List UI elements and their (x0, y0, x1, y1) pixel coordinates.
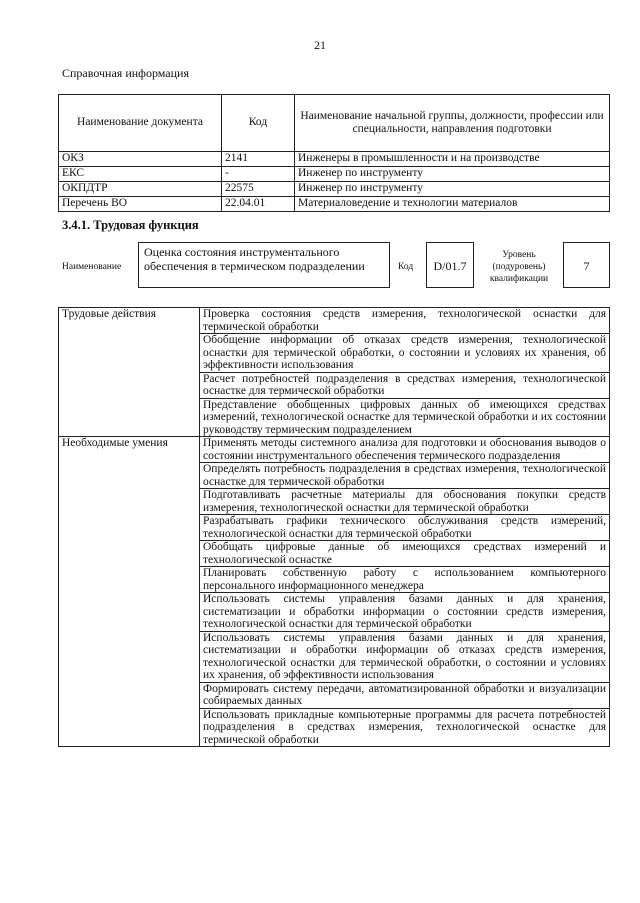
skill-item: Использовать прикладные компьютерные программы для расчета потребностей подразделения в средствах измерения, технологической оснастке для термической обработки (200, 708, 610, 747)
skill-item: Обобщать цифровые данные об имеющихся средствах измерений и технологической оснастке (200, 541, 610, 567)
page-number: 21 (314, 38, 326, 52)
skill-item: Применять методы системного анализа для подготовки и обоснования выводов о состоянии инструментального обеспечения термического подразделения (200, 437, 610, 463)
table-row (59, 167, 610, 182)
labor-action-item: Расчет потребностей подразделения в средствах измерения, технологической оснастке для термической обработки (200, 372, 610, 398)
ref-code: - (222, 167, 295, 182)
skill-item: Подготавливать расчетные материалы для обоснования покупки средств измерения, технологической оснастки для термической обработки (200, 489, 610, 515)
ref-doc: ОКЗ (59, 152, 222, 167)
labor-action-item: Обобщение информации об отказах средств измерения, технологической оснастки для термической обработки, о состоянии и условиях их хранения, об эффективности использования (200, 334, 610, 373)
skill-item: Определять потребность подразделения в средствах измерения, технологической оснастке для термической обработки (200, 463, 610, 489)
function-name-box: Оценка состояния инструментального обеспечения в термическом подразделении (138, 242, 390, 288)
ref-name: Инженер по инструменту (295, 167, 610, 182)
reference-table (58, 94, 610, 212)
ref-code: 22575 (222, 182, 295, 197)
labor-action-item: Представление обобщенных цифровых данных об имеющихся средствах измерений, технологической оснастке для термической обработки и их состоянии руководству термическим подразделением (200, 398, 610, 437)
ref-doc: ЕКС (59, 167, 222, 182)
table-row (59, 308, 610, 334)
skill-item: Планировать собственную работу с использованием компьютерного персонального информационного менеджера (200, 567, 610, 593)
name-label: Наименование (62, 262, 122, 272)
ref-doc: ОКПДТР (59, 182, 222, 197)
level-box: 7 (563, 242, 610, 288)
ref-name: Инженер по инструменту (295, 182, 610, 197)
labor-action-item: Проверка состояния средств измерения, технологической оснастки для термической обработки (200, 308, 610, 334)
ref-doc: Перечень ВО (59, 197, 222, 212)
reference-header-row (59, 95, 610, 152)
header-occupation: Наименование начальной группы, должности, профессии или специальности, направления подготовки (295, 95, 610, 152)
table-row (59, 197, 610, 212)
code-label: Код (398, 262, 414, 272)
level-label: Уровень (подуровень) квалификации (489, 250, 549, 284)
skill-item: Разрабатывать графики технического обслуживания средств измерений, технологической оснастки для термической обработки (200, 515, 610, 541)
header-code: Код (222, 95, 295, 152)
reference-heading: Справочная информация (62, 66, 189, 80)
table-row (59, 437, 610, 463)
header-document: Наименование документа (59, 95, 222, 152)
ref-code: 22.04.01 (222, 197, 295, 212)
skill-item: Использовать системы управления базами данных и для хранения, систематизации и обработки информации об отказах средств измерения, технологической оснастки для термической обработки, о состоянии и условиях их хранения, об эффективности использования (200, 631, 610, 682)
skills-label: Необходимые умения (59, 437, 200, 747)
ref-name: Материаловедение и технологии материалов (295, 197, 610, 212)
code-box: D/01.7 (426, 242, 474, 288)
skill-item: Использовать системы управления базами данных и для хранения, систематизации и обработки информации о состоянии средств измерения, технологической оснастки для термической обработки (200, 593, 610, 632)
ref-name: Инженеры в промышленности и на производстве (295, 152, 610, 167)
skill-item: Формировать систему передачи, автоматизированной обработки и визуализации собираемых данных (200, 682, 610, 708)
ref-code: 2141 (222, 152, 295, 167)
competency-table (58, 307, 610, 747)
table-row (59, 152, 610, 167)
labor-actions-label: Трудовые действия (59, 308, 200, 437)
table-row (59, 182, 610, 197)
function-title: 3.4.1. Трудовая функция (62, 218, 199, 232)
